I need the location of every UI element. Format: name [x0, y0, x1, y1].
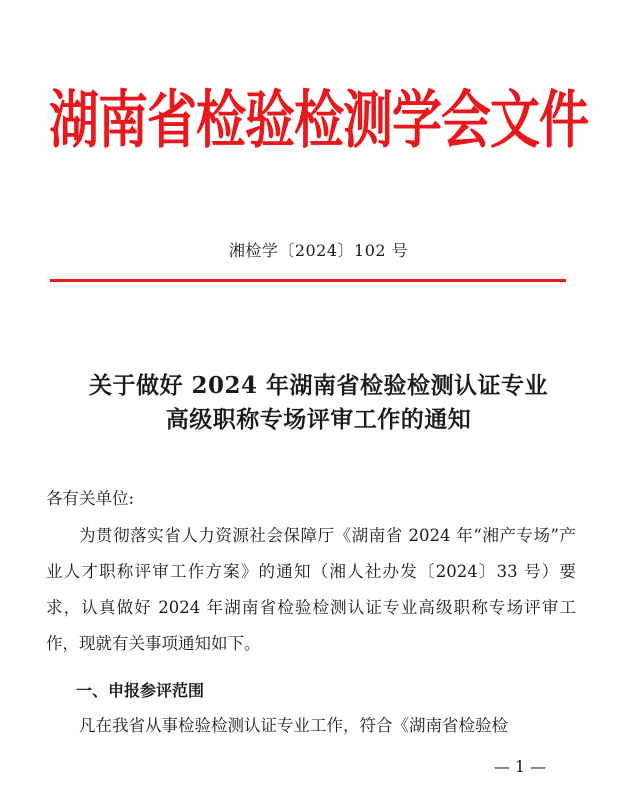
addressee: 各有关单位:	[46, 489, 135, 508]
red-divider-line	[50, 279, 566, 282]
body-paragraph-2: 凡在我省从事检验检测认证专业工作，符合《湖南省检验检	[79, 716, 508, 735]
notice-title-line-2: 高级职称专场评审工作的通知	[165, 406, 472, 433]
body-paragraph-1: 为贯彻落实省人力资源社会保障厅《湖南省 2024 年“湘产专场”产业人才职称评审工作方案》的通知（湘人社办发〔2024〕33 号）要求，认真做好 2024 年湖南省检验检测认证专业高级职称专场评审工作，现就有关事项通知如下。	[46, 526, 576, 653]
document-header-title: 湖南省检验检测学会文件	[49, 83, 588, 157]
page-number: — 1 —	[493, 757, 547, 776]
section-heading-1: 一、申报参评范围	[76, 681, 205, 700]
document-number: 湘检学〔2024〕102 号	[228, 241, 409, 260]
notice-title-line-1: 关于做好 2024 年湖南省检验检测认证专业	[88, 372, 549, 399]
